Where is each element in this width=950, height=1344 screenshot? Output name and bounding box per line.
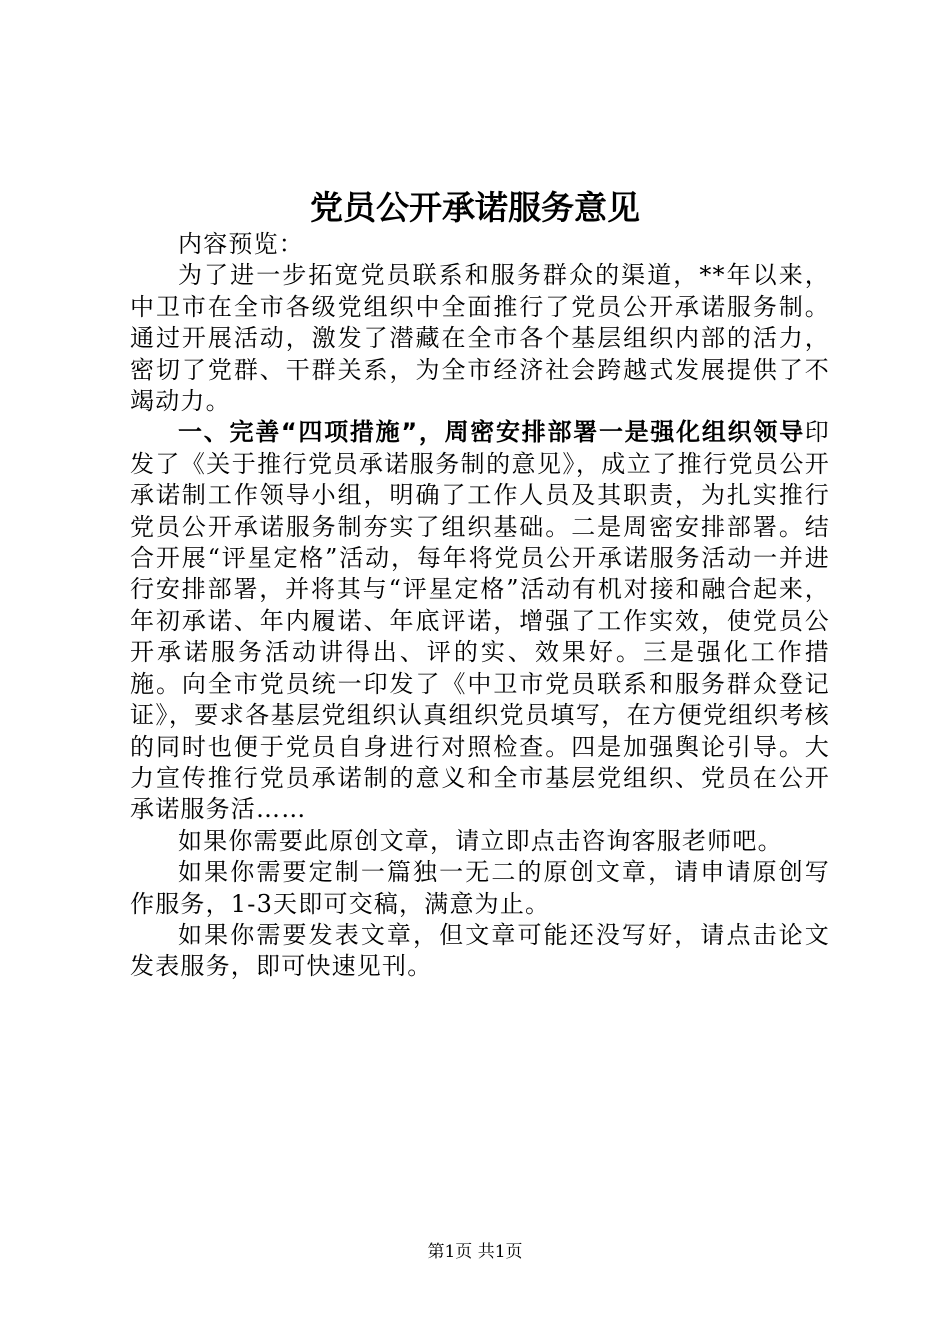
intro-paragraph: 为了进一步拓宽党员联系和服务群众的渠道，**年以来，中卫市在全市各级党组织中全面推行了党员公开承诺服务制。通过开展活动，激发了潜藏在全市各个基层组织内部的活力，密切了党群、干群关系，为全市经济社会跨越式发展提供了不竭动力。 <box>130 261 830 416</box>
section-heading: 一、完善“四项措施”，周密安排部署一是强化组织领导 <box>178 418 805 447</box>
publishing-note: 如果你需要发表文章，但文章可能还没写好，请点击论文发表服务，即可快速见刊。 <box>130 920 830 981</box>
section-paragraph <box>130 417 830 825</box>
document-body <box>130 229 830 983</box>
preview-label: 内容预览： <box>178 230 304 258</box>
document-title: 党员公开承诺服务意见 <box>310 188 640 227</box>
custom-writing-note: 如果你需要定制一篇独一无二的原创文章，请申请原创写作服务，1-3天即可交稿，满意为止。 <box>130 858 830 918</box>
page-footer: 第1页 共1页 <box>427 1242 523 1262</box>
consult-note: 如果你需要此原创文章，请立即点击咨询客服老师吧。 <box>178 826 783 855</box>
section-body: 印发了《关于推行党员承诺服务制的意见》，成立了推行党员公开承诺制工作领导小组，明确了工作人员及其职责，为扎实推行党员公开承诺服务制夯实了组织基础。二是周密安排部署。结合开展“评星定格”活动，每年将党员公开承诺服务活动一并进行安排部署，并将其与“评星定格”活动有机对接和融合起来，年初承诺、年内履诺、年底评诺，增强了工作实效，使党员公开承诺服务活动讲得出、评的实、效果好。三是强化工作措施。向全市党员统一印发了《中卫市党员联系和服务群众登记证》，要求各基层党组织认真组织党员填写，在方便党组织考核的同时也便于党员自身进行对照检查。四是加强舆论引导。大力宣传推行党员承诺制的意义和全市基层党组织、党员在公开承诺服务活…… <box>130 418 830 824</box>
